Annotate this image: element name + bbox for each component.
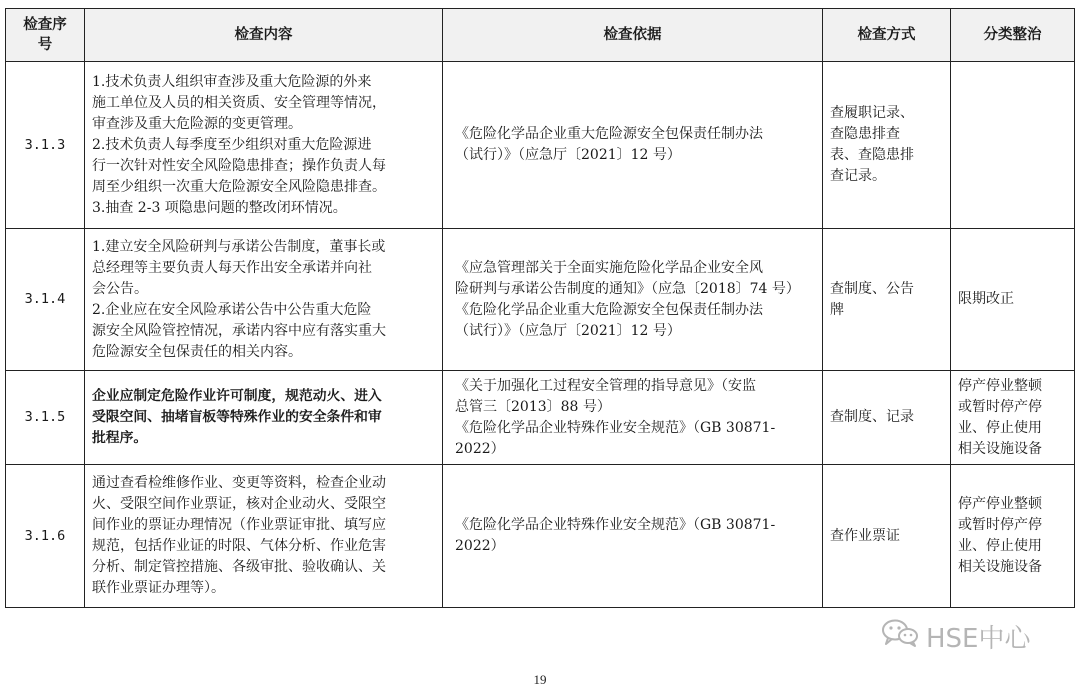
row-content: 1.技术负责人组织审查涉及重大危险源的外来 施工单位及人员的相关资质、安全管理等情况， 审查涉及重大危险源的变更管理。 2.技术负责人每季度至少组织对重大危险源进 行一次针对性安全风险隐患排查；操作负责人每 周至少组织一次重大危险源安全风险隐患排查。 3.抽查 2-3 项隐患问题的整改闭环情况。 bbox=[85, 62, 443, 229]
row-basis: 《关于加强化工过程安全管理的指导意见》（安监 总管三〔2013〕88 号） 《危险化学品企业特殊作业安全规范》（GB 30871- 2022） bbox=[443, 371, 823, 465]
row-content: 通过查看检维修作业、变更等资料，检查企业动 火、受限空间作业票证，核对企业动火、受限空 间作业的票证办理情况（作业票证审批、填写应 规范，包括作业证的时限、气体分析、作业危害 分析、制定管控措施、各级审批、验收确认、关 联作业票证办理等）。 bbox=[85, 465, 443, 608]
row-method: 查作业票证 bbox=[823, 465, 951, 608]
row-classification: 停产停业整顿 或暂时停产停 业、停止使用 相关设施设备 bbox=[951, 465, 1075, 608]
row-basis: 《应急管理部关于全面实施危险化学品企业安全风 险研判与承诺公告制度的通知》（应急〔2018〕74 号） 《危险化学品企业重大危险源安全包保责任制办法 （试行）》（应急厅〔2021〕12 号） bbox=[443, 229, 823, 371]
table-row bbox=[6, 229, 1075, 371]
row-content: 企业应制定危险作业许可制度，规范动火、进入 受限空间、抽堵盲板等特殊作业的安全条件和审 批程序。 bbox=[85, 371, 443, 465]
header-check-content: 检查内容 bbox=[85, 9, 443, 62]
row-basis: 《危险化学品企业重大危险源安全包保责任制办法 （试行）》（应急厅〔2021〕12 号） bbox=[443, 62, 823, 229]
table-row bbox=[6, 62, 1075, 229]
row-classification bbox=[951, 62, 1075, 229]
row-basis: 《危险化学品企业特殊作业安全规范》（GB 30871- 2022） bbox=[443, 465, 823, 608]
header-check-number: 检查序 号 bbox=[6, 9, 85, 62]
row-number: 3.1.5 bbox=[6, 371, 85, 465]
table-row bbox=[6, 371, 1075, 465]
table-header-row bbox=[6, 9, 1075, 62]
table-row bbox=[6, 465, 1075, 608]
watermark-text: HSE中心 bbox=[926, 624, 1031, 654]
inspection-table bbox=[5, 8, 1075, 608]
inspection-table-container bbox=[5, 8, 1074, 608]
wechat-icon bbox=[880, 618, 920, 655]
page-number: 19 bbox=[533, 672, 547, 687]
row-classification: 限期改正 bbox=[951, 229, 1075, 371]
row-method: 查制度、公告 牌 bbox=[823, 229, 951, 371]
row-number: 3.1.3 bbox=[6, 62, 85, 229]
row-method: 查制度、记录 bbox=[823, 371, 951, 465]
row-classification: 停产停业整顿 或暂时停产停 业、停止使用 相关设施设备 bbox=[951, 371, 1075, 465]
header-classification: 分类整治 bbox=[951, 9, 1075, 62]
row-content: 1.建立安全风险研判与承诺公告制度，董事长或 总经理等主要负责人每天作出安全承诺并向社 会公告。 2.企业应在安全风险承诺公告中公告重大危险 源安全风险管控情况，承诺内容中应有落实重大 危险源安全包保责任的相关内容。 bbox=[85, 229, 443, 371]
row-number: 3.1.6 bbox=[6, 465, 85, 608]
header-check-basis: 检查依据 bbox=[443, 9, 823, 62]
row-method: 查履职记录、 查隐患排查 表、查隐患排 查记录。 bbox=[823, 62, 951, 229]
watermark bbox=[880, 618, 1030, 655]
row-number: 3.1.4 bbox=[6, 229, 85, 371]
header-check-method: 检查方式 bbox=[823, 9, 951, 62]
